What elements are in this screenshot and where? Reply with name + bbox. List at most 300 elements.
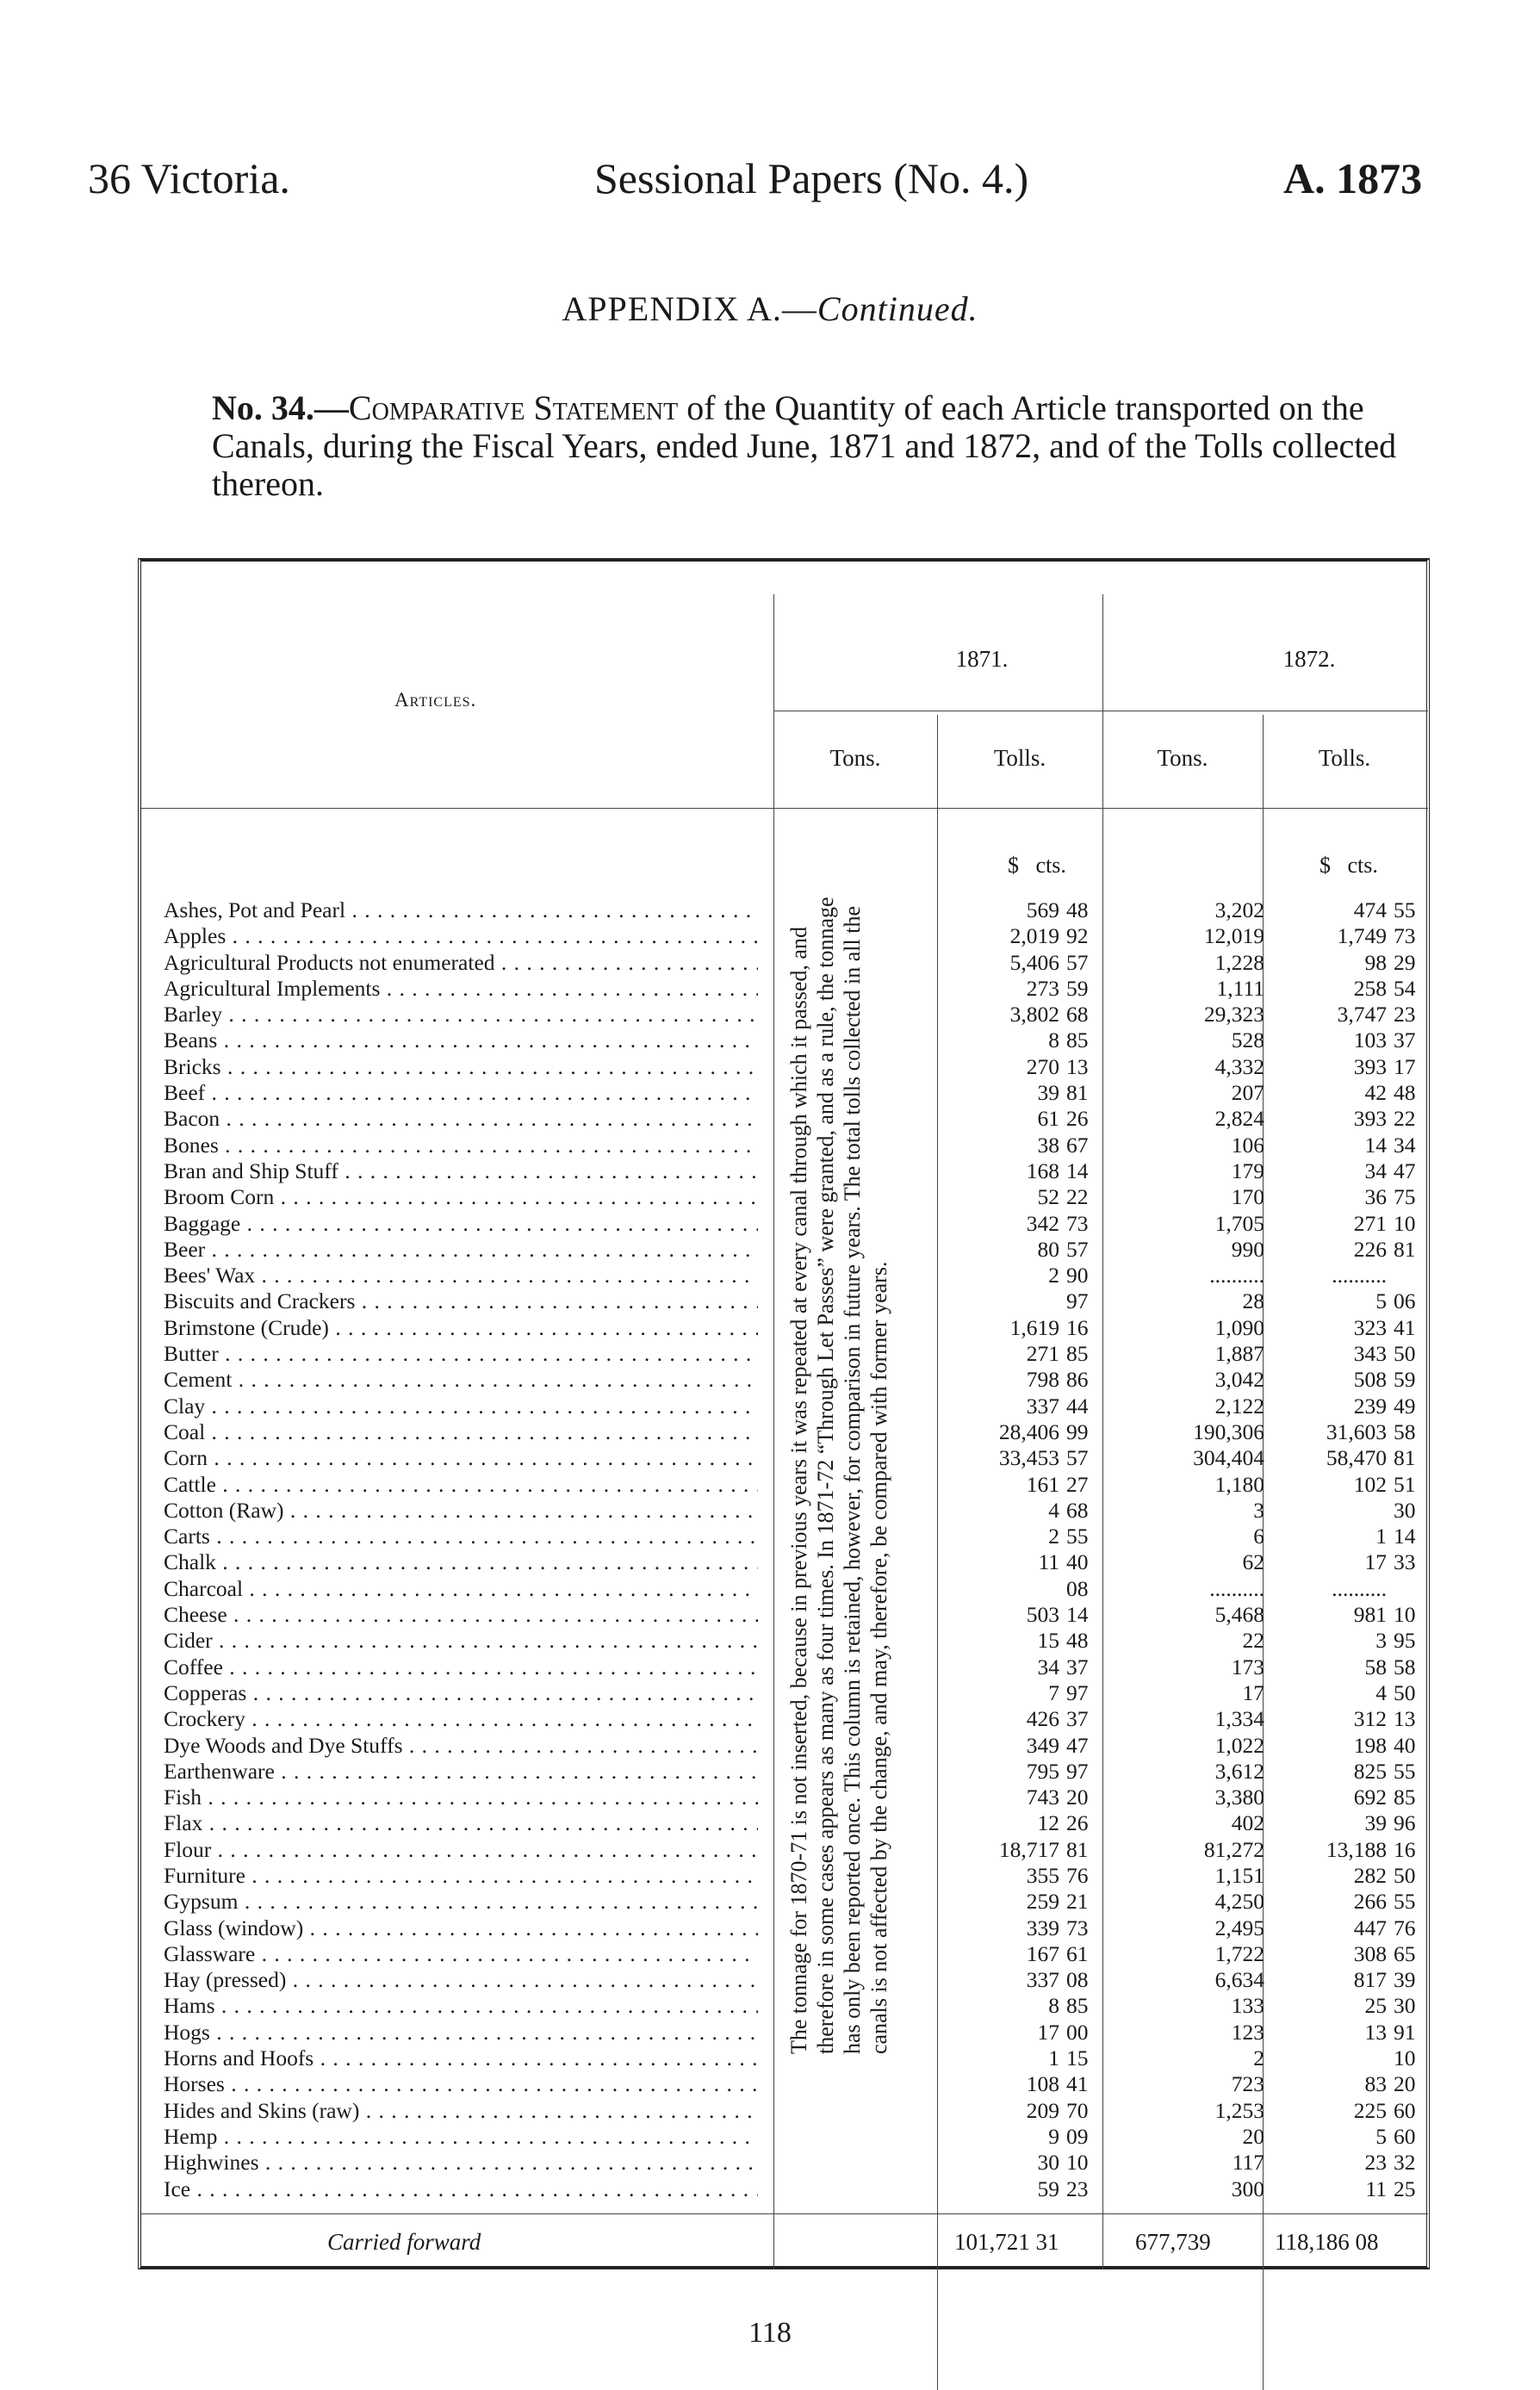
tolls-1872-cents: 29 bbox=[1394, 949, 1416, 975]
table-row bbox=[164, 1759, 1421, 1785]
tolls-1871-dollars: 569 bbox=[1026, 897, 1059, 922]
tolls-1872-cents: 47 bbox=[1394, 1158, 1416, 1183]
tolls-1871-dollars: 11 bbox=[1038, 1549, 1059, 1575]
table-row bbox=[164, 1263, 1421, 1288]
tolls-1871-dollars: 342 bbox=[1026, 1210, 1059, 1236]
tolls-1872-cents: 37 bbox=[1394, 1027, 1416, 1053]
tolls-1871-cents: 40 bbox=[1066, 1549, 1089, 1575]
tolls-1871-dollars: 337 bbox=[1026, 1967, 1059, 1993]
tolls-1871-cents: 08 bbox=[1066, 1575, 1089, 1601]
tolls-1871-cents: 59 bbox=[1066, 975, 1089, 1001]
tons-1872: 4,332 bbox=[1214, 1053, 1264, 1079]
header-left: 36 Victoria. bbox=[88, 154, 290, 202]
tons-1872: 207 bbox=[1231, 1080, 1264, 1106]
table-row bbox=[164, 1733, 1421, 1759]
tolls-1871-dollars: 7 bbox=[1048, 1679, 1059, 1705]
tolls-1872-dollars: 1,749 bbox=[1337, 923, 1387, 949]
table-row bbox=[164, 1184, 1421, 1210]
tolls-1872-cents: 49 bbox=[1394, 1393, 1416, 1418]
tolls-1871-dollars: 5,406 bbox=[1009, 949, 1059, 975]
article-name: Barley . . . bbox=[164, 1002, 758, 1027]
article-name: Cement . . . bbox=[164, 1367, 758, 1393]
tolls-1871-cents: 57 bbox=[1066, 949, 1089, 975]
tolls-1872-cents: 81 bbox=[1394, 1445, 1416, 1471]
article-name: Hay (pressed) . . . bbox=[164, 1967, 758, 1993]
tons-1872: 170 bbox=[1231, 1184, 1264, 1210]
table-row bbox=[164, 1993, 1421, 2019]
tolls-1872-cents: 59 bbox=[1394, 1367, 1416, 1393]
tolls-1872-dollars: 271 bbox=[1353, 1210, 1387, 1236]
article-name: Broom Corn . . . bbox=[164, 1184, 758, 1210]
article-name: Glass (window) . . . bbox=[164, 1915, 758, 1941]
tolls-1872-dollars: .......... bbox=[1332, 1263, 1387, 1288]
tolls-1872-cents: 75 bbox=[1394, 1184, 1416, 1210]
tons-1872: 62 bbox=[1242, 1549, 1264, 1575]
tons-1872: 2,495 bbox=[1214, 1915, 1264, 1940]
tolls-1871-cents: 81 bbox=[1066, 1080, 1089, 1106]
total-tolls-1871: 101,721 31 bbox=[954, 2229, 1059, 2255]
table-row bbox=[164, 1341, 1421, 1367]
tolls-1872-dollars: 282 bbox=[1353, 1862, 1387, 1888]
tolls-1872-dollars: 508 bbox=[1353, 1367, 1387, 1393]
table-row bbox=[164, 1315, 1421, 1341]
tons-1872: 29,323 bbox=[1203, 1002, 1264, 1027]
tolls-1872-dollars: 4 bbox=[1375, 1679, 1387, 1705]
tolls-1871-dollars: 273 bbox=[1026, 975, 1059, 1001]
tolls-1872-cents: 55 bbox=[1394, 897, 1416, 922]
table-row bbox=[164, 976, 1421, 1002]
article-name: Chalk . . . bbox=[164, 1549, 758, 1575]
tolls-1871-dollars: 38 bbox=[1037, 1132, 1059, 1158]
tons-1872: 4,250 bbox=[1214, 1889, 1264, 1915]
tolls-1871-dollars: 8 bbox=[1048, 1993, 1059, 2019]
tolls-1871-dollars: 337 bbox=[1026, 1393, 1059, 1418]
tolls-1872-dollars: 308 bbox=[1353, 1940, 1387, 1966]
tolls-1871-dollars: 33,453 bbox=[998, 1445, 1059, 1471]
tolls-1871-cents: 44 bbox=[1066, 1393, 1089, 1418]
article-name: Hams . . . bbox=[164, 1993, 758, 2019]
tolls-1872-cents: 58 bbox=[1394, 1418, 1416, 1444]
tolls-1871-cents: 48 bbox=[1066, 1628, 1089, 1654]
table-row bbox=[164, 950, 1421, 976]
tolls-1871-dollars: 167 bbox=[1026, 1940, 1059, 1966]
tons-1872: 1,887 bbox=[1214, 1341, 1264, 1367]
article-name: Bricks . . . bbox=[164, 1054, 758, 1080]
tolls-1872-cents: 23 bbox=[1394, 1002, 1416, 1027]
tolls-1871-cents: 26 bbox=[1066, 1810, 1089, 1836]
tolls-1872-cents: 33 bbox=[1394, 1549, 1416, 1575]
tolls-1871-cents: 08 bbox=[1066, 1967, 1089, 1993]
tolls-1871-dollars: 12 bbox=[1037, 1810, 1059, 1836]
tolls-1871-dollars: 270 bbox=[1026, 1053, 1059, 1079]
tolls-1872-cents: 51 bbox=[1394, 1471, 1416, 1497]
tolls-1872-cents: 50 bbox=[1394, 1679, 1416, 1705]
tolls-1871-header: Tolls. bbox=[993, 745, 1046, 771]
tonnage-note: The tonnage for 1870-71 is not inserted, because in previous years it was repeated at every canal through which it passed, and therefore in some cases appears as many as four times. In 1871-72 “Through Let Passes” were granted, and as a rule, the tonnage has only been reported once. This column is retained, however, for comparison in future years. The total tolls collected in all the canals is not affected by the change, and may, therefore, be compared with former years. bbox=[786, 897, 891, 2054]
tolls-1872-cents: 58 bbox=[1394, 1654, 1416, 1679]
tolls-1871-dollars: 108 bbox=[1026, 2071, 1059, 2097]
article-name: Brimstone (Crude) . . . bbox=[164, 1315, 758, 1341]
tolls-1872-cents: 95 bbox=[1394, 1628, 1416, 1654]
tolls-1871-cents: 48 bbox=[1066, 897, 1089, 922]
table-row bbox=[164, 1498, 1421, 1524]
tolls-1871-cents: 97 bbox=[1066, 1288, 1089, 1314]
article-name: Bees' Wax . . . bbox=[164, 1263, 758, 1288]
tolls-1872-dollars: 17 bbox=[1364, 1549, 1387, 1575]
tolls-1871-cents: 57 bbox=[1066, 1445, 1089, 1471]
tons-1872: 1,228 bbox=[1214, 949, 1264, 975]
tolls-1871-cents: 90 bbox=[1066, 1263, 1089, 1288]
tolls-1871-cents: 85 bbox=[1066, 1993, 1089, 2019]
tolls-1871-cents: 85 bbox=[1066, 1341, 1089, 1367]
table-row bbox=[164, 1002, 1421, 1027]
tolls-1872-dollars: 25 bbox=[1364, 1993, 1387, 2019]
tolls-1871-dollars: 17 bbox=[1037, 2019, 1059, 2045]
tolls-1871-cents: 67 bbox=[1066, 1132, 1089, 1158]
tons-1872: 1,180 bbox=[1214, 1471, 1264, 1497]
tons-1872: 179 bbox=[1231, 1158, 1264, 1183]
tolls-1872-dollars: 23 bbox=[1364, 2150, 1387, 2176]
table-row bbox=[164, 1915, 1421, 1941]
tolls-1872-dollars: 42 bbox=[1364, 1080, 1387, 1106]
tolls-1871-cents: 22 bbox=[1066, 1184, 1089, 1210]
tolls-1871-cents: 47 bbox=[1066, 1732, 1089, 1758]
tons-1872: .......... bbox=[1209, 1263, 1264, 1288]
tolls-1871-cents: 99 bbox=[1066, 1418, 1089, 1444]
tolls-1871-cents: 68 bbox=[1066, 1497, 1089, 1523]
article-name: Apples . . . bbox=[164, 923, 758, 949]
tolls-1872-dollars: 13,188 bbox=[1326, 1836, 1387, 1862]
tolls-1872-dollars: 39 bbox=[1364, 1810, 1387, 1836]
tolls-1871-cents: 73 bbox=[1066, 1915, 1089, 1940]
tolls-1871-cents: 97 bbox=[1066, 1758, 1089, 1784]
table-row bbox=[164, 1445, 1421, 1471]
article-name: Beans . . . bbox=[164, 1027, 758, 1053]
tolls-1871-cents: 20 bbox=[1066, 1785, 1089, 1810]
tons-1872: 723 bbox=[1231, 2071, 1264, 2097]
tolls-1872-dollars: .......... bbox=[1332, 1575, 1387, 1601]
table-row bbox=[164, 2124, 1421, 2150]
table-row bbox=[164, 1602, 1421, 1628]
tons-1872: 1,722 bbox=[1214, 1940, 1264, 1966]
tolls-1872-cents: 30 bbox=[1394, 1993, 1416, 2019]
article-name: Coal . . . bbox=[164, 1419, 758, 1445]
table-row bbox=[164, 1237, 1421, 1263]
tolls-1872-dollars: 258 bbox=[1353, 975, 1387, 1001]
table-row bbox=[164, 1288, 1421, 1314]
tolls-1872-dollars: 13 bbox=[1364, 2019, 1387, 2045]
table-row bbox=[164, 1394, 1421, 1419]
tons-1872: 1,705 bbox=[1214, 1210, 1264, 1236]
tolls-1872-dollars: 393 bbox=[1353, 1106, 1387, 1132]
article-name: Dye Woods and Dye Stuffs . . . bbox=[164, 1733, 758, 1759]
article-name: Charcoal . . . bbox=[164, 1576, 758, 1602]
table-row bbox=[164, 1106, 1421, 1132]
tolls-1872-cents: 50 bbox=[1394, 1862, 1416, 1888]
tons-1872: 3,612 bbox=[1214, 1758, 1264, 1784]
tolls-1871-dollars: 743 bbox=[1026, 1785, 1059, 1810]
tons-1872: 81,272 bbox=[1203, 1836, 1264, 1862]
table-row bbox=[164, 1967, 1421, 1993]
tons-1872: 5,468 bbox=[1214, 1602, 1264, 1628]
tolls-1871-dollars: 503 bbox=[1026, 1602, 1059, 1628]
article-name: Butter . . . bbox=[164, 1341, 758, 1367]
tolls-1872-cents: 34 bbox=[1394, 1132, 1416, 1158]
tons-1872: 12,019 bbox=[1203, 923, 1264, 949]
tolls-1871-cents: 00 bbox=[1066, 2019, 1089, 2045]
tons-1872: 6,634 bbox=[1214, 1967, 1264, 1993]
tons-1872-header: Tons. bbox=[1157, 745, 1208, 771]
tolls-1871-dollars: 61 bbox=[1037, 1106, 1059, 1132]
article-name: Gypsum . . . bbox=[164, 1889, 758, 1915]
tolls-1872-dollars: 5 bbox=[1375, 2123, 1387, 2149]
tolls-1872-dollars: 226 bbox=[1353, 1236, 1387, 1262]
tolls-1871-dollars: 59 bbox=[1037, 2176, 1059, 2201]
tolls-1871-dollars: 15 bbox=[1037, 1628, 1059, 1654]
tolls-1872-cents: 41 bbox=[1394, 1314, 1416, 1340]
table-row bbox=[164, 1863, 1421, 1889]
tons-1872: .......... bbox=[1209, 1575, 1264, 1601]
carried-forward-label: Carried forward bbox=[327, 2229, 481, 2255]
tolls-1872-dollars: 3 bbox=[1375, 1628, 1387, 1654]
table-row bbox=[164, 1524, 1421, 1549]
tolls-1871-cents: 14 bbox=[1066, 1602, 1089, 1628]
table-row bbox=[164, 1211, 1421, 1237]
tons-1872: 1,022 bbox=[1214, 1732, 1264, 1758]
tons-1872: 1,253 bbox=[1214, 2097, 1264, 2123]
table-row bbox=[164, 897, 1421, 923]
tons-1872: 123 bbox=[1231, 2019, 1264, 2045]
tolls-1871-cents: 57 bbox=[1066, 1236, 1089, 1262]
tons-1872: 117 bbox=[1232, 2150, 1264, 2176]
tons-1872: 1,334 bbox=[1214, 1706, 1264, 1732]
article-name: Glassware . . . bbox=[164, 1941, 758, 1967]
tolls-1872-cents: 17 bbox=[1394, 1053, 1416, 1079]
total-tolls-1872: 118,186 08 bbox=[1275, 2229, 1379, 2255]
article-name: Baggage . . . bbox=[164, 1211, 758, 1237]
tons-1872: 300 bbox=[1231, 2176, 1264, 2201]
tolls-1872-dollars: 1 bbox=[1375, 1524, 1387, 1549]
tolls-1872-dollars: 343 bbox=[1353, 1341, 1387, 1367]
article-name: Ashes, Pot and Pearl . . . bbox=[164, 897, 758, 923]
tons-1872: 20 bbox=[1242, 2123, 1264, 2149]
tolls-1871-cents: 61 bbox=[1066, 1940, 1089, 1966]
tolls-1872-cents: 60 bbox=[1394, 2097, 1416, 2123]
total-rule bbox=[141, 2213, 1428, 2214]
appendix-heading: APPENDIX A.—Continued. bbox=[562, 289, 978, 328]
article-name: Hemp . . . bbox=[164, 2124, 758, 2150]
tolls-1872-cents: 50 bbox=[1394, 1341, 1416, 1367]
tons-1872: 28 bbox=[1242, 1288, 1264, 1314]
tolls-1872-dollars: 692 bbox=[1353, 1785, 1387, 1810]
article-name: Cotton (Raw) . . . bbox=[164, 1498, 758, 1524]
article-name: Agricultural Products not enumerated . . . bbox=[164, 950, 758, 976]
tons-1872: 1,090 bbox=[1214, 1314, 1264, 1340]
tolls-1871-cents: 13 bbox=[1066, 1053, 1089, 1079]
tolls-1871-dollars: 795 bbox=[1026, 1758, 1059, 1784]
tolls-1872-cents: 60 bbox=[1394, 2123, 1416, 2149]
tolls-1872-dollars: 3,747 bbox=[1337, 1002, 1387, 1027]
tolls-1872-dollars: 474 bbox=[1353, 897, 1387, 922]
tolls-1871-dollars: 30 bbox=[1037, 2150, 1059, 2176]
table-row bbox=[164, 1472, 1421, 1498]
article-name: Ice . . . bbox=[164, 2176, 758, 2202]
tons-1872: 3 bbox=[1253, 1497, 1264, 1523]
tolls-1871-dollars: 39 bbox=[1037, 1080, 1059, 1106]
tolls-1871-dollars: 34 bbox=[1037, 1654, 1059, 1679]
tolls-1872-dollars: 817 bbox=[1353, 1967, 1387, 1993]
tolls-1872-cents: 22 bbox=[1394, 1106, 1416, 1132]
tolls-1872-dollars: 825 bbox=[1353, 1758, 1387, 1784]
tolls-1872-dollars: 58,470 bbox=[1326, 1445, 1387, 1471]
table-row bbox=[164, 1419, 1421, 1445]
tolls-1871-cents: 23 bbox=[1066, 2176, 1089, 2201]
table-row bbox=[164, 2020, 1421, 2045]
table-row bbox=[164, 1628, 1421, 1654]
tolls-1872-cents: 20 bbox=[1394, 2071, 1416, 2097]
tolls-1871-cents: 76 bbox=[1066, 1862, 1089, 1888]
tolls-1872-dollars: 58 bbox=[1364, 1654, 1387, 1679]
tolls-1871-dollars: 8 bbox=[1048, 1027, 1059, 1053]
table-row bbox=[164, 1706, 1421, 1732]
tolls-1872-dollars: 981 bbox=[1353, 1602, 1387, 1628]
table-row bbox=[164, 1837, 1421, 1863]
tolls-1872-cents: 96 bbox=[1394, 1810, 1416, 1836]
table-row bbox=[164, 1680, 1421, 1706]
tons-1872: 3,202 bbox=[1214, 897, 1264, 922]
tolls-1872-dollars: 14 bbox=[1364, 1132, 1387, 1158]
header-rule bbox=[141, 808, 1428, 809]
articles-column-header: Articles. bbox=[394, 689, 477, 711]
units-1872: $ cts. bbox=[1320, 853, 1378, 878]
tolls-1872-dollars: 102 bbox=[1353, 1471, 1387, 1497]
article-name: Highwines . . . bbox=[164, 2150, 758, 2176]
tolls-1872-cents: 10 bbox=[1394, 1602, 1416, 1628]
tolls-1872-cents: 73 bbox=[1394, 923, 1416, 949]
tolls-1872-cents: 85 bbox=[1394, 1785, 1416, 1810]
article-name: Biscuits and Crackers . . . bbox=[164, 1288, 758, 1314]
tolls-1871-cents: 37 bbox=[1066, 1706, 1089, 1732]
tons-1872: 173 bbox=[1231, 1654, 1264, 1679]
article-name: Cattle . . . bbox=[164, 1472, 758, 1498]
table-row bbox=[164, 1158, 1421, 1184]
tolls-1871-cents: 81 bbox=[1066, 1836, 1089, 1862]
table-row bbox=[164, 1654, 1421, 1680]
table-row bbox=[164, 2098, 1421, 2124]
article-name: Clay . . . bbox=[164, 1394, 758, 1419]
article-name: Hogs . . . bbox=[164, 2020, 758, 2045]
article-name: Beef . . . bbox=[164, 1080, 758, 1106]
table-row bbox=[164, 1027, 1421, 1053]
tolls-1871-dollars: 80 bbox=[1037, 1236, 1059, 1262]
tolls-1872-dollars: 5 bbox=[1375, 1288, 1387, 1314]
tolls-1871-dollars: 9 bbox=[1048, 2123, 1059, 2149]
article-name: Bran and Ship Stuff . . . bbox=[164, 1158, 758, 1184]
article-name: Copperas . . . bbox=[164, 1680, 758, 1706]
tolls-1872-cents: 10 bbox=[1394, 2045, 1416, 2071]
article-name: Bones . . . bbox=[164, 1133, 758, 1158]
article-name: Corn . . . bbox=[164, 1445, 758, 1471]
table-caption: No. 34.—Comparative Statement of the Quantity of each Article transported on the Canals, during the Fiscal Years, ended June, 1871 and 1872, and of the Tolls collected thereon. bbox=[212, 388, 1397, 503]
tons-1872: 17 bbox=[1242, 1679, 1264, 1705]
tolls-1871-cents: 21 bbox=[1066, 1889, 1089, 1915]
tolls-1871-dollars: 2 bbox=[1048, 1524, 1059, 1549]
tons-1872: 402 bbox=[1231, 1810, 1264, 1836]
article-name: Cider . . . bbox=[164, 1628, 758, 1654]
tons-1872: 528 bbox=[1231, 1027, 1264, 1053]
article-name: Furniture . . . bbox=[164, 1863, 758, 1889]
tolls-1871-dollars: 259 bbox=[1026, 1889, 1059, 1915]
table-row bbox=[164, 1080, 1421, 1106]
tolls-1872-header: Tolls. bbox=[1318, 745, 1371, 771]
tolls-1871-cents: 73 bbox=[1066, 1210, 1089, 1236]
tolls-1872-dollars: 34 bbox=[1364, 1158, 1387, 1183]
tolls-1872-dollars: 447 bbox=[1353, 1915, 1387, 1940]
tolls-1872-cents: 25 bbox=[1394, 2176, 1416, 2201]
tolls-1871-dollars: 339 bbox=[1026, 1915, 1059, 1940]
tolls-1871-cents: 09 bbox=[1066, 2123, 1089, 2149]
tons-1872: 3,380 bbox=[1214, 1785, 1264, 1810]
tolls-1872-cents: 10 bbox=[1394, 1210, 1416, 1236]
tolls-1871-cents: 92 bbox=[1066, 923, 1089, 949]
tolls-1871-dollars: 52 bbox=[1037, 1184, 1059, 1210]
tolls-1871-cents: 27 bbox=[1066, 1471, 1089, 1497]
page-number: 118 bbox=[748, 2317, 792, 2349]
tolls-1871-cents: 15 bbox=[1066, 2045, 1089, 2071]
tolls-1871-cents: 85 bbox=[1066, 1027, 1089, 1053]
article-name: Horses . . . bbox=[164, 2071, 758, 2097]
tolls-1871-cents: 14 bbox=[1066, 1158, 1089, 1183]
tolls-1872-cents: 16 bbox=[1394, 1836, 1416, 1862]
tolls-1872-cents: 55 bbox=[1394, 1889, 1416, 1915]
table-row bbox=[164, 1054, 1421, 1080]
tolls-1872-cents: 13 bbox=[1394, 1706, 1416, 1732]
header-right: A. 1873 bbox=[1283, 154, 1423, 202]
tolls-1872-dollars: 36 bbox=[1364, 1184, 1387, 1210]
tons-1872: 133 bbox=[1231, 1993, 1264, 2019]
article-name: Bacon . . . bbox=[164, 1106, 758, 1132]
article-name: Earthenware . . . bbox=[164, 1759, 758, 1785]
tolls-1871-cents: 41 bbox=[1066, 2071, 1089, 2097]
article-name: Flour . . . bbox=[164, 1837, 758, 1863]
tolls-1872-dollars: 83 bbox=[1364, 2071, 1387, 2097]
tolls-1871-cents: 70 bbox=[1066, 2097, 1089, 2123]
article-name: Agricultural Implements . . . bbox=[164, 976, 758, 1002]
header-center: Sessional Papers (No. 4.) bbox=[594, 154, 1029, 202]
tolls-1871-dollars: 271 bbox=[1026, 1341, 1059, 1367]
tolls-1872-cents: 81 bbox=[1394, 1236, 1416, 1262]
tolls-1871-dollars: 18,717 bbox=[998, 1836, 1059, 1862]
tolls-1871-dollars: 355 bbox=[1026, 1862, 1059, 1888]
tons-1872: 2,824 bbox=[1214, 1106, 1264, 1132]
tolls-1872-cents: 32 bbox=[1394, 2150, 1416, 2176]
tolls-1872-dollars: 103 bbox=[1353, 1027, 1387, 1053]
table-row bbox=[164, 1889, 1421, 1915]
tolls-1872-cents: 76 bbox=[1394, 1915, 1416, 1940]
year-1872-header: 1872. bbox=[1282, 646, 1336, 672]
table-row bbox=[164, 1941, 1421, 1967]
article-name: Carts . . . bbox=[164, 1524, 758, 1549]
units-1871: $ cts. bbox=[1008, 853, 1066, 878]
tons-1871-header: Tons. bbox=[829, 745, 881, 771]
tolls-1872-cents: 48 bbox=[1394, 1080, 1416, 1106]
tons-1872: 2,122 bbox=[1214, 1393, 1264, 1418]
article-name: Cheese . . . bbox=[164, 1602, 758, 1628]
article-name: Hides and Skins (raw) . . . bbox=[164, 2098, 758, 2124]
tolls-1871-dollars: 2 bbox=[1048, 1263, 1059, 1288]
tolls-1871-cents: 26 bbox=[1066, 1106, 1089, 1132]
table-row bbox=[164, 2071, 1421, 2097]
